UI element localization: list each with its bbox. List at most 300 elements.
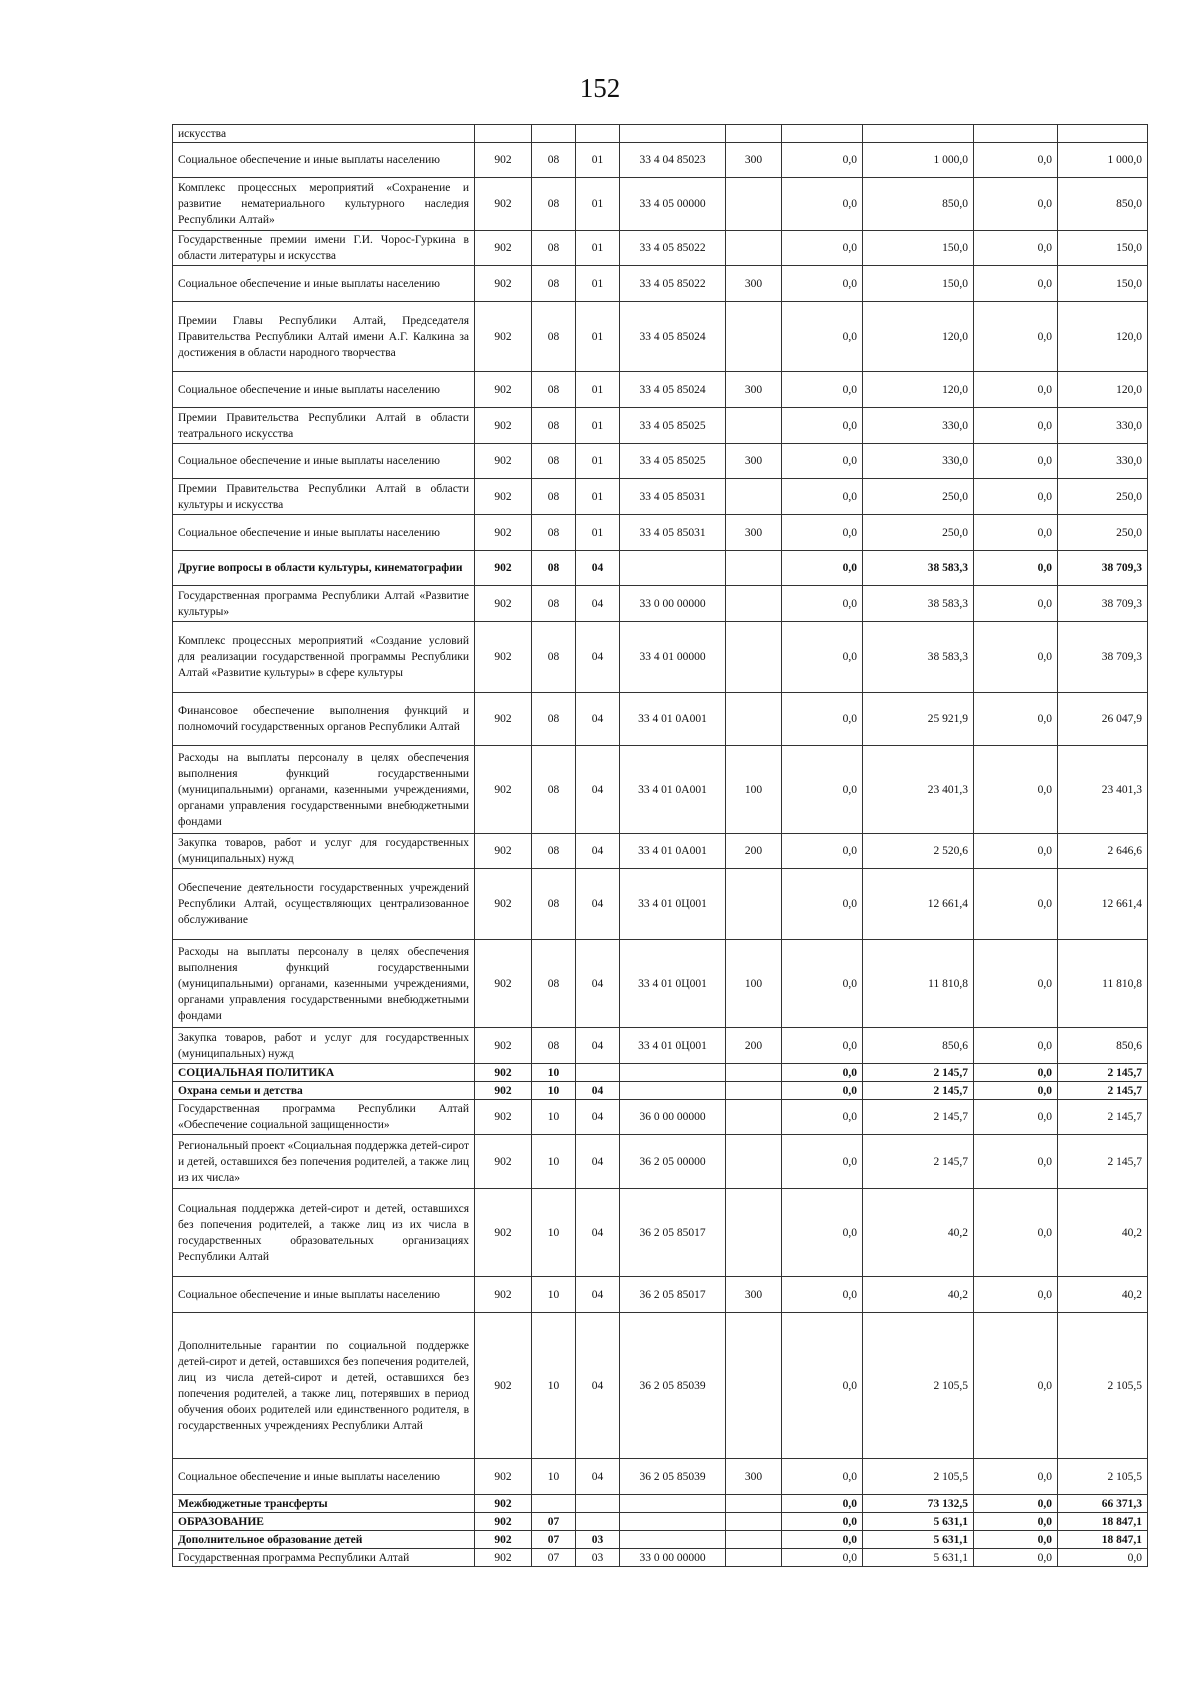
amount-cell-1: 0,0 bbox=[782, 1064, 863, 1082]
table-row bbox=[173, 1313, 1148, 1459]
grbs-code-cell: 902 bbox=[475, 1135, 532, 1189]
amount-cell-3: 0,0 bbox=[974, 515, 1058, 551]
page-number: 152 bbox=[579, 73, 621, 103]
table-row bbox=[173, 178, 1148, 231]
expense-type-cell: 200 bbox=[726, 1028, 782, 1064]
target-article-cell: 36 2 05 85017 bbox=[620, 1189, 726, 1277]
amount-cell-1: 0,0 bbox=[782, 372, 863, 408]
table-row bbox=[173, 1135, 1148, 1189]
amount-cell-2: 120,0 bbox=[863, 372, 974, 408]
amount-cell-4: 330,0 bbox=[1058, 444, 1148, 479]
expense-type-cell: 100 bbox=[726, 746, 782, 834]
amount-cell-3: 0,0 bbox=[974, 622, 1058, 693]
grbs-code-cell: 902 bbox=[475, 1189, 532, 1277]
grbs-code-cell: 902 bbox=[475, 869, 532, 940]
grbs-code-cell: 902 bbox=[475, 143, 532, 178]
amount-cell-1: 0,0 bbox=[782, 940, 863, 1028]
amount-cell-2: 5 631,1 bbox=[863, 1549, 974, 1567]
table-row bbox=[173, 266, 1148, 302]
subsection-code-cell: 04 bbox=[576, 586, 620, 622]
subsection-code-cell: 04 bbox=[576, 1313, 620, 1459]
subsection-code-cell: 04 bbox=[576, 622, 620, 693]
row-name-cell: Финансовое обеспечение выполнения функций и полномочий государственных органов Республики Алтай bbox=[173, 693, 475, 746]
section-code-cell: 10 bbox=[532, 1189, 576, 1277]
table-row bbox=[173, 1531, 1148, 1549]
table-row bbox=[173, 746, 1148, 834]
row-name-cell: Региональный проект «Социальная поддержка детей-сирот и детей, оставшихся без попечения родителей, а также лиц из их числа» bbox=[173, 1135, 475, 1189]
target-article-cell: 33 4 01 0Ц001 bbox=[620, 940, 726, 1028]
amount-cell-4: 2 105,5 bbox=[1058, 1313, 1148, 1459]
amount-cell-1: 0,0 bbox=[782, 1495, 863, 1513]
grbs-code-cell: 902 bbox=[475, 1100, 532, 1135]
subsection-code-cell bbox=[576, 1495, 620, 1513]
table-row bbox=[173, 515, 1148, 551]
table-row bbox=[173, 586, 1148, 622]
amount-cell-4: 2 646,6 bbox=[1058, 834, 1148, 869]
row-name-cell: Государственные премии имени Г.И. Чорос-Гуркина в области литературы и искусства bbox=[173, 231, 475, 266]
table-row bbox=[173, 693, 1148, 746]
amount-cell-2: 120,0 bbox=[863, 302, 974, 372]
amount-cell-2: 5 631,1 bbox=[863, 1513, 974, 1531]
target-article-cell: 33 4 01 0Ц001 bbox=[620, 869, 726, 940]
grbs-code-cell: 902 bbox=[475, 586, 532, 622]
subsection-code-cell: 04 bbox=[576, 940, 620, 1028]
amount-cell-3: 0,0 bbox=[974, 940, 1058, 1028]
amount-cell-2: 25 921,9 bbox=[863, 693, 974, 746]
subsection-code-cell: 01 bbox=[576, 479, 620, 515]
grbs-code-cell: 902 bbox=[475, 479, 532, 515]
amount-cell-4: 38 709,3 bbox=[1058, 622, 1148, 693]
amount-cell-3: 0,0 bbox=[974, 479, 1058, 515]
grbs-code-cell: 902 bbox=[475, 940, 532, 1028]
amount-cell-2: 11 810,8 bbox=[863, 940, 974, 1028]
target-article-cell: 33 4 05 85024 bbox=[620, 372, 726, 408]
amount-cell-2: 850,6 bbox=[863, 1028, 974, 1064]
amount-cell-2: 2 105,5 bbox=[863, 1459, 974, 1495]
section-code-cell: 08 bbox=[532, 940, 576, 1028]
amount-cell-2: 2 145,7 bbox=[863, 1064, 974, 1082]
target-article-cell bbox=[620, 1064, 726, 1082]
target-article-cell: 33 4 01 00000 bbox=[620, 622, 726, 693]
amount-cell-2: 23 401,3 bbox=[863, 746, 974, 834]
amount-cell-2: 73 132,5 bbox=[863, 1495, 974, 1513]
expense-type-cell bbox=[726, 1082, 782, 1100]
target-article-cell: 33 4 05 85022 bbox=[620, 266, 726, 302]
row-name-cell: Социальное обеспечение и иные выплаты населению bbox=[173, 515, 475, 551]
expense-type-cell bbox=[726, 1549, 782, 1567]
subsection-code-cell bbox=[576, 1064, 620, 1082]
row-name-cell: Закупка товаров, работ и услуг для государственных (муниципальных) нужд bbox=[173, 1028, 475, 1064]
subsection-code-cell: 01 bbox=[576, 372, 620, 408]
amount-cell-1: 0,0 bbox=[782, 1549, 863, 1567]
expense-type-cell bbox=[726, 1313, 782, 1459]
amount-cell-1: 0,0 bbox=[782, 231, 863, 266]
grbs-code-cell bbox=[475, 125, 532, 143]
budget-table bbox=[172, 124, 1148, 1567]
subsection-code-cell: 01 bbox=[576, 266, 620, 302]
amount-cell-3: 0,0 bbox=[974, 1495, 1058, 1513]
amount-cell-1 bbox=[782, 125, 863, 143]
row-name-cell: Социальное обеспечение и иные выплаты населению bbox=[173, 143, 475, 178]
amount-cell-3: 0,0 bbox=[974, 302, 1058, 372]
subsection-code-cell: 01 bbox=[576, 515, 620, 551]
row-name-cell: Другие вопросы в области культуры, кинематографии bbox=[173, 551, 475, 586]
amount-cell-3: 0,0 bbox=[974, 1135, 1058, 1189]
section-code-cell: 10 bbox=[532, 1135, 576, 1189]
expense-type-cell: 300 bbox=[726, 444, 782, 479]
subsection-code-cell: 04 bbox=[576, 693, 620, 746]
amount-cell-3: 0,0 bbox=[974, 1513, 1058, 1531]
amount-cell-3: 0,0 bbox=[974, 372, 1058, 408]
subsection-code-cell: 04 bbox=[576, 746, 620, 834]
grbs-code-cell: 902 bbox=[475, 1277, 532, 1313]
amount-cell-4: 1 000,0 bbox=[1058, 143, 1148, 178]
grbs-code-cell: 902 bbox=[475, 372, 532, 408]
amount-cell-4: 0,0 bbox=[1058, 1549, 1148, 1567]
amount-cell-2: 38 583,3 bbox=[863, 586, 974, 622]
section-code-cell bbox=[532, 1495, 576, 1513]
subsection-code-cell: 03 bbox=[576, 1531, 620, 1549]
section-code-cell: 08 bbox=[532, 408, 576, 444]
row-name-cell: Комплекс процессных мероприятий «Сохранение и развитие нематериального культурного наследия Республики Алтай» bbox=[173, 178, 475, 231]
target-article-cell bbox=[620, 551, 726, 586]
target-article-cell bbox=[620, 1531, 726, 1549]
row-name-cell: Дополнительное образование детей bbox=[173, 1531, 475, 1549]
amount-cell-2: 40,2 bbox=[863, 1189, 974, 1277]
subsection-code-cell: 03 bbox=[576, 1549, 620, 1567]
amount-cell-1: 0,0 bbox=[782, 1277, 863, 1313]
table-row bbox=[173, 622, 1148, 693]
section-code-cell: 08 bbox=[532, 372, 576, 408]
amount-cell-3: 0,0 bbox=[974, 143, 1058, 178]
amount-cell-3: 0,0 bbox=[974, 1082, 1058, 1100]
amount-cell-1: 0,0 bbox=[782, 551, 863, 586]
section-code-cell: 10 bbox=[532, 1277, 576, 1313]
amount-cell-2: 12 661,4 bbox=[863, 869, 974, 940]
target-article-cell: 33 4 05 85025 bbox=[620, 444, 726, 479]
subsection-code-cell: 04 bbox=[576, 1082, 620, 1100]
amount-cell-1: 0,0 bbox=[782, 1313, 863, 1459]
row-name-cell: Государственная программа Республики Алтай «Обеспечение социальной защищенности» bbox=[173, 1100, 475, 1135]
subsection-code-cell: 01 bbox=[576, 444, 620, 479]
section-code-cell: 10 bbox=[532, 1082, 576, 1100]
section-code-cell: 08 bbox=[532, 834, 576, 869]
expense-type-cell bbox=[726, 1495, 782, 1513]
subsection-code-cell: 01 bbox=[576, 178, 620, 231]
row-name-cell: Расходы на выплаты персоналу в целях обеспечения выполнения функций государственными (муниципальными) органами, казенными учреждениями, органами управления государственными внебюджетными фондами bbox=[173, 746, 475, 834]
row-name-cell: Государственная программа Республики Алтай «Развитие культуры» bbox=[173, 586, 475, 622]
amount-cell-4: 23 401,3 bbox=[1058, 746, 1148, 834]
amount-cell-4: 330,0 bbox=[1058, 408, 1148, 444]
section-code-cell: 08 bbox=[532, 586, 576, 622]
amount-cell-4: 120,0 bbox=[1058, 372, 1148, 408]
grbs-code-cell: 902 bbox=[475, 1082, 532, 1100]
section-code-cell: 10 bbox=[532, 1459, 576, 1495]
target-article-cell bbox=[620, 1495, 726, 1513]
expense-type-cell bbox=[726, 1513, 782, 1531]
amount-cell-3: 0,0 bbox=[974, 1100, 1058, 1135]
amount-cell-3: 0,0 bbox=[974, 693, 1058, 746]
row-name-cell: Закупка товаров, работ и услуг для государственных (муниципальных) нужд bbox=[173, 834, 475, 869]
section-code-cell: 08 bbox=[532, 302, 576, 372]
table-row bbox=[173, 834, 1148, 869]
amount-cell-3: 0,0 bbox=[974, 1189, 1058, 1277]
section-code-cell: 08 bbox=[532, 693, 576, 746]
table-row bbox=[173, 869, 1148, 940]
row-name-cell: искусства bbox=[173, 125, 475, 143]
expense-type-cell bbox=[726, 869, 782, 940]
amount-cell-4: 150,0 bbox=[1058, 266, 1148, 302]
table-row bbox=[173, 1549, 1148, 1567]
table-row bbox=[173, 231, 1148, 266]
section-code-cell: 10 bbox=[532, 1313, 576, 1459]
row-name-cell: Премии Правительства Республики Алтай в области культуры и искусства bbox=[173, 479, 475, 515]
table-row bbox=[173, 1277, 1148, 1313]
amount-cell-1: 0,0 bbox=[782, 834, 863, 869]
amount-cell-4: 2 145,7 bbox=[1058, 1135, 1148, 1189]
section-code-cell: 08 bbox=[532, 231, 576, 266]
amount-cell-1: 0,0 bbox=[782, 1459, 863, 1495]
row-name-cell: Обеспечение деятельности государственных учреждений Республики Алтай, осуществляющих централизованное обслуживание bbox=[173, 869, 475, 940]
grbs-code-cell: 902 bbox=[475, 1459, 532, 1495]
expense-type-cell bbox=[726, 551, 782, 586]
section-code-cell: 07 bbox=[532, 1531, 576, 1549]
target-article-cell: 36 2 05 85039 bbox=[620, 1459, 726, 1495]
expense-type-cell: 200 bbox=[726, 834, 782, 869]
amount-cell-4: 2 145,7 bbox=[1058, 1064, 1148, 1082]
amount-cell-2: 150,0 bbox=[863, 231, 974, 266]
section-code-cell: 08 bbox=[532, 869, 576, 940]
amount-cell-1: 0,0 bbox=[782, 1135, 863, 1189]
expense-type-cell bbox=[726, 693, 782, 746]
row-name-cell: Межбюджетные трансферты bbox=[173, 1495, 475, 1513]
grbs-code-cell: 902 bbox=[475, 622, 532, 693]
amount-cell-3: 0,0 bbox=[974, 1064, 1058, 1082]
amount-cell-2: 330,0 bbox=[863, 444, 974, 479]
grbs-code-cell: 902 bbox=[475, 302, 532, 372]
table-row bbox=[173, 444, 1148, 479]
row-name-cell: Социальное обеспечение и иные выплаты населению bbox=[173, 1459, 475, 1495]
amount-cell-2: 850,0 bbox=[863, 178, 974, 231]
expense-type-cell: 300 bbox=[726, 1459, 782, 1495]
section-code-cell: 07 bbox=[532, 1513, 576, 1531]
subsection-code-cell: 04 bbox=[576, 1135, 620, 1189]
row-name-cell: ОБРАЗОВАНИЕ bbox=[173, 1513, 475, 1531]
amount-cell-1: 0,0 bbox=[782, 479, 863, 515]
section-code-cell bbox=[532, 125, 576, 143]
amount-cell-4: 66 371,3 bbox=[1058, 1495, 1148, 1513]
expense-type-cell bbox=[726, 586, 782, 622]
amount-cell-3: 0,0 bbox=[974, 1277, 1058, 1313]
table-row bbox=[173, 125, 1148, 143]
grbs-code-cell: 902 bbox=[475, 1064, 532, 1082]
amount-cell-4: 120,0 bbox=[1058, 302, 1148, 372]
expense-type-cell bbox=[726, 231, 782, 266]
amount-cell-2: 330,0 bbox=[863, 408, 974, 444]
expense-type-cell: 300 bbox=[726, 266, 782, 302]
subsection-code-cell: 04 bbox=[576, 1277, 620, 1313]
amount-cell-1: 0,0 bbox=[782, 1028, 863, 1064]
amount-cell-3: 0,0 bbox=[974, 1531, 1058, 1549]
amount-cell-3 bbox=[974, 125, 1058, 143]
amount-cell-3: 0,0 bbox=[974, 1313, 1058, 1459]
grbs-code-cell: 902 bbox=[475, 515, 532, 551]
grbs-code-cell: 902 bbox=[475, 231, 532, 266]
amount-cell-3: 0,0 bbox=[974, 869, 1058, 940]
subsection-code-cell: 01 bbox=[576, 408, 620, 444]
amount-cell-1: 0,0 bbox=[782, 622, 863, 693]
target-article-cell: 33 4 05 85025 bbox=[620, 408, 726, 444]
expense-type-cell bbox=[726, 302, 782, 372]
expense-type-cell bbox=[726, 1531, 782, 1549]
row-name-cell: Государственная программа Республики Алтай bbox=[173, 1549, 475, 1567]
amount-cell-3: 0,0 bbox=[974, 231, 1058, 266]
table-row bbox=[173, 302, 1148, 372]
amount-cell-3: 0,0 bbox=[974, 444, 1058, 479]
amount-cell-4: 40,2 bbox=[1058, 1277, 1148, 1313]
section-code-cell: 08 bbox=[532, 266, 576, 302]
amount-cell-1: 0,0 bbox=[782, 586, 863, 622]
amount-cell-1: 0,0 bbox=[782, 266, 863, 302]
amount-cell-2: 2 145,7 bbox=[863, 1082, 974, 1100]
amount-cell-1: 0,0 bbox=[782, 408, 863, 444]
amount-cell-4: 150,0 bbox=[1058, 231, 1148, 266]
amount-cell-4: 250,0 bbox=[1058, 515, 1148, 551]
amount-cell-2: 38 583,3 bbox=[863, 551, 974, 586]
subsection-code-cell: 04 bbox=[576, 834, 620, 869]
amount-cell-2: 40,2 bbox=[863, 1277, 974, 1313]
amount-cell-1: 0,0 bbox=[782, 1082, 863, 1100]
section-code-cell: 08 bbox=[532, 479, 576, 515]
table-row bbox=[173, 372, 1148, 408]
amount-cell-4: 2 105,5 bbox=[1058, 1459, 1148, 1495]
table-row bbox=[173, 1064, 1148, 1082]
table-row bbox=[173, 1513, 1148, 1531]
amount-cell-3: 0,0 bbox=[974, 178, 1058, 231]
budget-table-body bbox=[173, 125, 1148, 1567]
expense-type-cell bbox=[726, 1189, 782, 1277]
grbs-code-cell: 902 bbox=[475, 444, 532, 479]
expense-type-cell bbox=[726, 408, 782, 444]
section-code-cell: 08 bbox=[532, 515, 576, 551]
subsection-code-cell: 04 bbox=[576, 1459, 620, 1495]
subsection-code-cell bbox=[576, 125, 620, 143]
target-article-cell: 36 2 05 85017 bbox=[620, 1277, 726, 1313]
amount-cell-4: 11 810,8 bbox=[1058, 940, 1148, 1028]
target-article-cell: 33 4 05 85031 bbox=[620, 515, 726, 551]
target-article-cell bbox=[620, 125, 726, 143]
amount-cell-2: 1 000,0 bbox=[863, 143, 974, 178]
section-code-cell: 08 bbox=[532, 143, 576, 178]
expense-type-cell bbox=[726, 1135, 782, 1189]
subsection-code-cell: 01 bbox=[576, 143, 620, 178]
amount-cell-2 bbox=[863, 125, 974, 143]
amount-cell-3: 0,0 bbox=[974, 1549, 1058, 1567]
amount-cell-4: 850,6 bbox=[1058, 1028, 1148, 1064]
target-article-cell: 33 4 05 85024 bbox=[620, 302, 726, 372]
amount-cell-1: 0,0 bbox=[782, 444, 863, 479]
table-row bbox=[173, 143, 1148, 178]
amount-cell-2: 38 583,3 bbox=[863, 622, 974, 693]
subsection-code-cell bbox=[576, 1513, 620, 1531]
table-row bbox=[173, 1100, 1148, 1135]
subsection-code-cell: 01 bbox=[576, 231, 620, 266]
amount-cell-4: 2 145,7 bbox=[1058, 1082, 1148, 1100]
amount-cell-1: 0,0 bbox=[782, 1531, 863, 1549]
target-article-cell: 36 2 05 00000 bbox=[620, 1135, 726, 1189]
amount-cell-3: 0,0 bbox=[974, 586, 1058, 622]
row-name-cell: Социальное обеспечение и иные выплаты населению bbox=[173, 1277, 475, 1313]
amount-cell-3: 0,0 bbox=[974, 266, 1058, 302]
section-code-cell: 08 bbox=[532, 746, 576, 834]
grbs-code-cell: 902 bbox=[475, 1549, 532, 1567]
row-name-cell: Комплекс процессных мероприятий «Создание условий для реализации государственной программы Республики Алтай «Развитие культуры» в сфере культуры bbox=[173, 622, 475, 693]
target-article-cell: 33 4 05 85031 bbox=[620, 479, 726, 515]
row-name-cell: Премии Главы Республики Алтай, Председателя Правительства Республики Алтай имени А.Г. Калкина за достижения в области народного творчества bbox=[173, 302, 475, 372]
grbs-code-cell: 902 bbox=[475, 266, 532, 302]
row-name-cell: Социальное обеспечение и иные выплаты населению bbox=[173, 372, 475, 408]
amount-cell-3: 0,0 bbox=[974, 746, 1058, 834]
subsection-code-cell: 04 bbox=[576, 1100, 620, 1135]
target-article-cell: 33 4 01 0А001 bbox=[620, 746, 726, 834]
target-article-cell: 33 4 04 85023 bbox=[620, 143, 726, 178]
target-article-cell: 33 4 01 0Ц001 bbox=[620, 1028, 726, 1064]
row-name-cell: Социальное обеспечение и иные выплаты населению bbox=[173, 444, 475, 479]
amount-cell-4: 38 709,3 bbox=[1058, 551, 1148, 586]
amount-cell-4: 38 709,3 bbox=[1058, 586, 1148, 622]
amount-cell-2: 250,0 bbox=[863, 479, 974, 515]
section-code-cell: 07 bbox=[532, 1549, 576, 1567]
expense-type-cell bbox=[726, 125, 782, 143]
subsection-code-cell: 04 bbox=[576, 869, 620, 940]
amount-cell-1: 0,0 bbox=[782, 302, 863, 372]
amount-cell-3: 0,0 bbox=[974, 1028, 1058, 1064]
grbs-code-cell: 902 bbox=[475, 408, 532, 444]
section-code-cell: 08 bbox=[532, 622, 576, 693]
target-article-cell bbox=[620, 1082, 726, 1100]
amount-cell-4: 850,0 bbox=[1058, 178, 1148, 231]
subsection-code-cell: 04 bbox=[576, 1028, 620, 1064]
expense-type-cell bbox=[726, 178, 782, 231]
row-name-cell: Расходы на выплаты персоналу в целях обеспечения выполнения функций государственными (муниципальными) органами, казенными учреждениями, органами управления государственными внебюджетными фондами bbox=[173, 940, 475, 1028]
amount-cell-1: 0,0 bbox=[782, 515, 863, 551]
amount-cell-1: 0,0 bbox=[782, 178, 863, 231]
section-code-cell: 10 bbox=[532, 1064, 576, 1082]
amount-cell-4: 2 145,7 bbox=[1058, 1100, 1148, 1135]
amount-cell-2: 2 520,6 bbox=[863, 834, 974, 869]
grbs-code-cell: 902 bbox=[475, 178, 532, 231]
amount-cell-1: 0,0 bbox=[782, 143, 863, 178]
target-article-cell: 33 4 01 0А001 bbox=[620, 693, 726, 746]
target-article-cell: 36 0 00 00000 bbox=[620, 1100, 726, 1135]
expense-type-cell: 300 bbox=[726, 143, 782, 178]
target-article-cell: 33 0 00 00000 bbox=[620, 586, 726, 622]
table-row bbox=[173, 1189, 1148, 1277]
target-article-cell: 36 2 05 85039 bbox=[620, 1313, 726, 1459]
amount-cell-1: 0,0 bbox=[782, 1100, 863, 1135]
expense-type-cell bbox=[726, 622, 782, 693]
table-row bbox=[173, 408, 1148, 444]
expense-type-cell: 300 bbox=[726, 515, 782, 551]
grbs-code-cell: 902 bbox=[475, 693, 532, 746]
amount-cell-2: 2 145,7 bbox=[863, 1100, 974, 1135]
row-name-cell: Дополнительные гарантии по социальной поддержке детей-сирот и детей, оставшихся без попечения родителей, лиц из числа детей-сирот и детей, оставшихся без попечения родителей, а также лиц, потерявших в период обучения обоих родителей или единственного родителя, в государственных учреждениях Республики Алтай bbox=[173, 1313, 475, 1459]
target-article-cell: 33 4 05 00000 bbox=[620, 178, 726, 231]
amount-cell-3: 0,0 bbox=[974, 551, 1058, 586]
row-name-cell: Социальное обеспечение и иные выплаты населению bbox=[173, 266, 475, 302]
table-row bbox=[173, 551, 1148, 586]
row-name-cell: Социальная поддержка детей-сирот и детей, оставшихся без попечения родителей, а также лиц из их числа в государственных образовательных организациях Республики Алтай bbox=[173, 1189, 475, 1277]
